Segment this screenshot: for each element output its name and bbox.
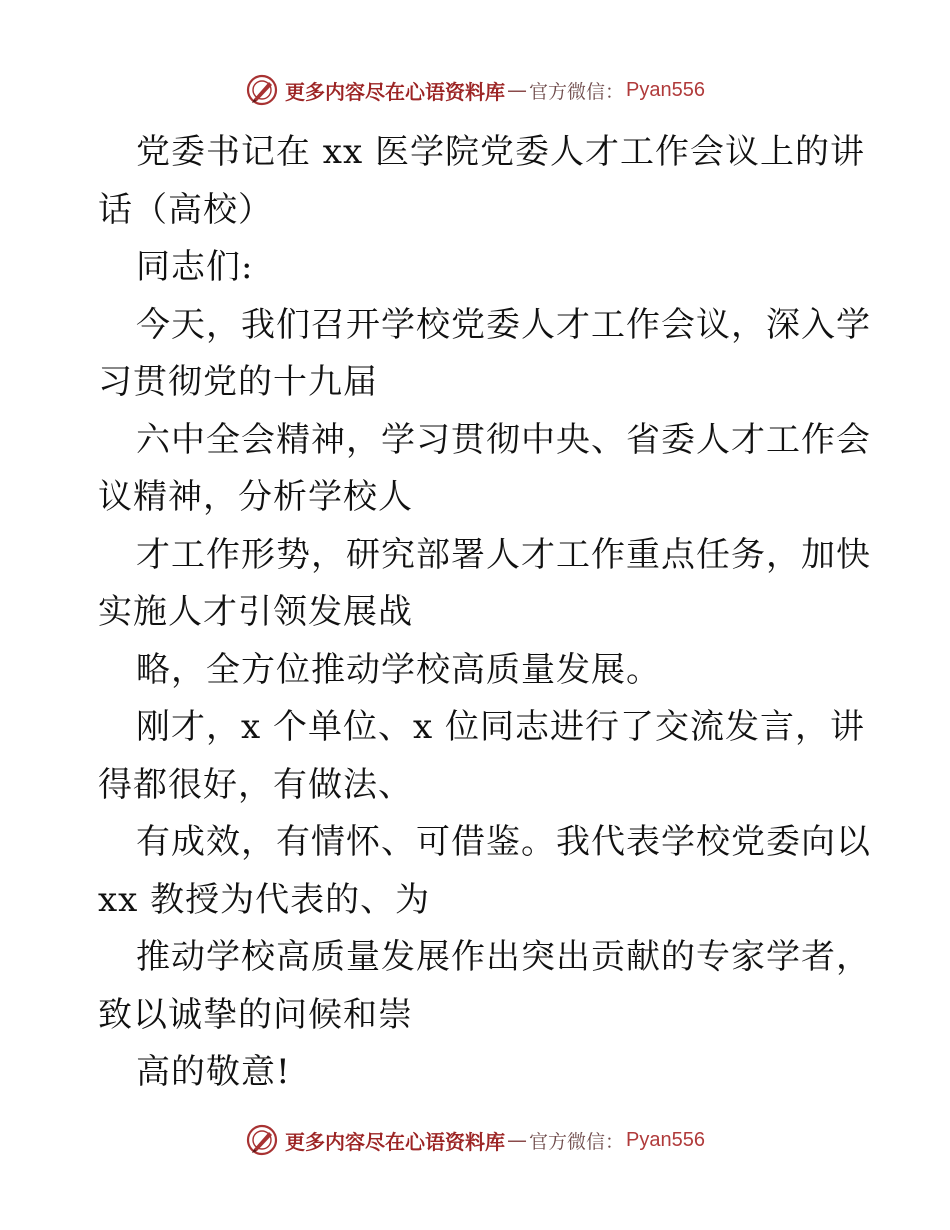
pen-logo-icon (245, 73, 279, 107)
banner-wechat-id: Pyan556 (626, 1128, 705, 1151)
document-line: 得都很好，有做法、 (98, 764, 413, 805)
pen-logo-icon (245, 1123, 279, 1157)
document-line: 今天，我们召开学校党委人才工作会议，深入学 (136, 304, 871, 345)
document-line: 有成效，有情怀、可借鉴。我代表学校党委向以 (136, 822, 871, 862)
document-line: 才工作形势，研究部署人才工作重点任务，加快 (136, 534, 871, 575)
footer-banner (0, 1120, 950, 1160)
banner-separator: — (507, 78, 527, 102)
document-line: 高的敬意! (136, 1052, 291, 1092)
banner-wechat-id: Pyan556 (626, 78, 705, 101)
banner-brand-text: 更多内容尽在心语资料库 (285, 1129, 505, 1154)
document-line: 刚才，x 个单位、x 位同志进行了交流发言，讲 (136, 707, 865, 747)
banner-brand-text: 更多内容尽在心语资料库 (285, 79, 505, 104)
document-line: 推动学校高质量发展作出突出贡献的专家学者， (136, 937, 871, 977)
document-line: 议精神，分析学校人 (98, 477, 413, 517)
document-line: 党委书记在 xx 医学院党委人才工作会议上的讲 (136, 132, 865, 172)
document-line: 习贯彻党的十九届 (98, 362, 378, 402)
document-body (98, 124, 871, 1102)
document-line: 致以诚挚的问候和崇 (98, 994, 413, 1035)
document-line: 同志们: (136, 247, 254, 287)
document-line: xx 教授为代表的、为 (98, 879, 431, 920)
document-line: 六中全会精神，学习贯彻中央、省委人才工作会 (136, 419, 871, 460)
header-banner (0, 70, 950, 110)
banner-official-label: 官方微信： (529, 1130, 625, 1153)
document-line: 话（高校） (98, 189, 273, 230)
document-line: 略，全方位推动学校高质量发展。 (136, 649, 661, 690)
banner-separator: — (507, 1128, 527, 1152)
banner-official-label: 官方微信： (529, 80, 625, 103)
document-line: 实施人才引领发展战 (98, 592, 413, 632)
